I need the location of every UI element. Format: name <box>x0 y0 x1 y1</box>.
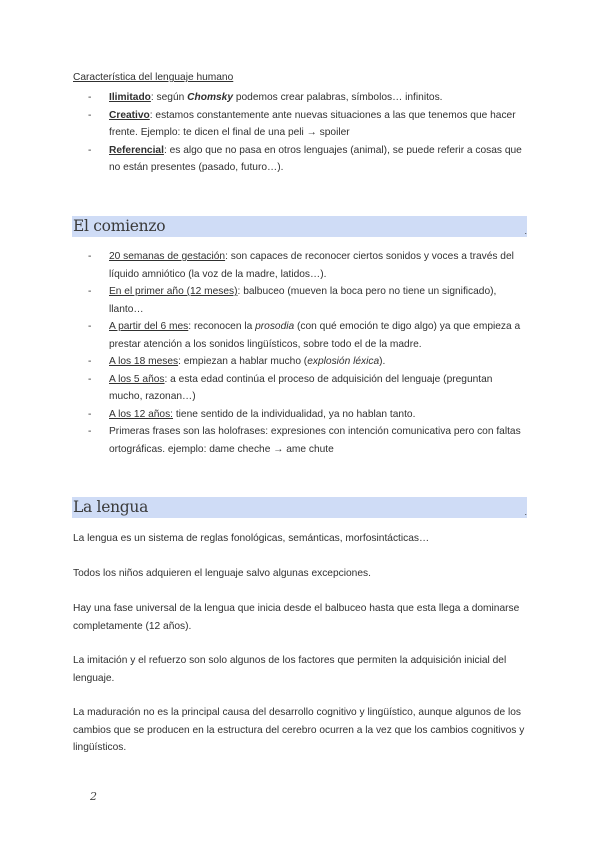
section-title: El comienzo <box>73 217 166 235</box>
dash-marker: - <box>88 109 92 121</box>
dash-marker: - <box>88 373 92 385</box>
list-item: - A los 12 años: tiene sentido de la individualidad, ya no hablan tanto. <box>88 406 528 424</box>
list-item: - 20 semanas de gestación: son capaces de reconocer ciertos sonidos y voces a través del líquido amniótico (la voz de la madre, latidos…). <box>88 248 528 283</box>
dash-marker: - <box>88 426 92 437</box>
list-item: - Referencial: es algo que no pasa en otros lenguajes (animal), se puede referir a cosas que no están presentes (pasado, futuro…). <box>88 142 528 177</box>
list-item: - A partir del 6 mes: reconocen la prosodia (con qué emoción te digo algo) ya que empieza a prestar atención a los sonidos lingüísticos, sobre todo el de la madre. <box>88 318 528 353</box>
term-label: Creativo <box>109 109 150 121</box>
paragraph: Hay una fase universal de la lengua que inicia desde el balbuceo hasta que esta llega a dominarse completamente (12 años). <box>73 603 520 632</box>
dash-marker: - <box>88 251 92 262</box>
paragraph: La lengua es un sistema de reglas fonológicas, semánticas, morfosintácticas… <box>73 533 430 544</box>
dash-marker: - <box>88 408 92 420</box>
list-item: - Ilimitado: según Chomsky podemos crear palabras, símbolos… infinitos. <box>88 89 528 107</box>
dash-marker: - <box>88 321 92 332</box>
section-header-el-comienzo: El comienzo . <box>73 217 527 236</box>
section-title: La lengua <box>73 498 149 516</box>
section-header-la-lengua: La lengua . <box>73 498 527 517</box>
dash-marker: - <box>88 286 92 297</box>
term-label: Referencial <box>109 144 164 156</box>
dash-marker: - <box>88 144 92 156</box>
term-label: Ilimitado <box>109 92 151 103</box>
dash-marker: - <box>88 92 92 103</box>
dash-marker: - <box>88 356 92 367</box>
paragraph: Todos los niños adquieren el lenguaje salvo algunas excepciones. <box>73 568 371 579</box>
paragraph: La maduración no es la principal causa del desarrollo cognitivo y lingüístico, aunque algunos de los cambios que se producen en la estructura del cerebro ocurren a la vez que los cambios cognitivos y lingüísticos. <box>73 707 525 753</box>
characteristics-list <box>88 89 528 177</box>
milestones-list <box>88 248 528 458</box>
characteristics-caption: Característica del lenguaje humano <box>73 72 234 83</box>
author-name: Chomsky <box>187 92 233 103</box>
list-item: - Primeras frases son las holofrases: expresiones con intención comunicativa pero con faltas ortográficas. ejemplo: dame cheche → ame chute <box>88 423 528 458</box>
list-item: - En el primer año (12 meses): balbuceo (mueven la boca pero no tiene un significado), llanto… <box>88 283 528 318</box>
page-number: 2 <box>90 790 97 803</box>
list-item: - A los 18 meses: empiezan a hablar mucho (explosión léxica). <box>88 353 528 371</box>
list-item: - Creativo: estamos constantemente ante nuevas situaciones a las que tenemos que hacer frente. Ejemplo: te dicen el final de una peli → spoiler <box>88 107 528 142</box>
paragraph: La imitación y el refuerzo son solo algunos de los factores que permiten la adquisición inicial del lenguaje. <box>73 655 507 684</box>
list-item: - A los 5 años: a esta edad continúa el proceso de adquisición del lenguaje (preguntan mucho, razonan…) <box>88 371 528 406</box>
